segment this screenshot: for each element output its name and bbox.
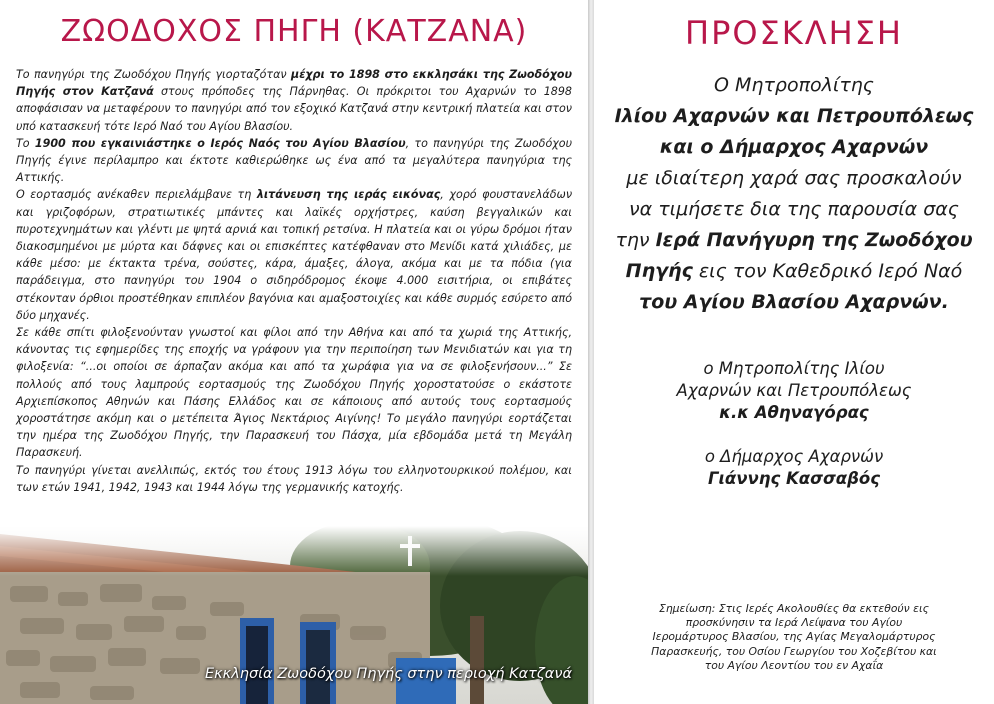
photo-caption: Εκκλησία Ζωοδόχου Πηγής στην περιοχή Κατζανά	[204, 666, 572, 682]
note-line: Παρασκευής, του Οσίου Γεωργίου του Χοζεβίτου και	[651, 644, 937, 658]
left-page-title: ΖΩΟΔΟΧΟΣ ΠΗΓΗ (ΚΑΤΖΑΝΑ)	[60, 14, 528, 49]
mayor-title: ο Δήμαρχος Αχαρνών	[704, 447, 884, 466]
invitation-line: και ο Δήμαρχος Αχαρνών	[659, 136, 929, 158]
article-paragraph	[16, 324, 572, 462]
church-photo	[0, 526, 588, 704]
article-paragraph	[16, 462, 572, 496]
right-page	[594, 0, 994, 704]
article-text: στους πρόποδες της Πάρνηθας. Οι πρόκριτοι του Αχαρνών το 1898 αποφάσισαν να μεταφέρουν το πανηγύρι από τον εξοχικό Κατζανά στην κεντρική πλατεία και στον υπό κατασκευή τότε Ιερό Ναό του Αγίου Βλασίου.	[16, 85, 572, 133]
article-paragraph	[16, 186, 572, 324]
article-text: , χορό φουστανελάδων και γριζοφόρων, στρατιωτικές μπάντες και λαϊκές ορχήστρες, καύση βεγγαλικών και πυροτεχνημάτων και γλέντι με ψητά αρνιά και τοπική ρετσίνα. Η πλατεία και οι γύρω δρόμοι ήταν διακοσμημένοι με μύρτα και δάφνες και οι επισκέπτες κατέφθαναν στο Μενίδι κατά χιλιάδες, με κάθε μέσο: με έκτακτα τρένα, σούστες, κάρα, άμαξες, άλογα, ακόμα και με τα πόδια (για παράδειγμα, στο πανηγύρι του 1904 ο σιδηρόδρομος έκοψε 4.000 εισιτήρια, οι επιβάτες στέκονταν όρθιοι προστέθηκαν επιπλέον βαγόνια και αμαξοστοιχίες και κάθε συρμός εσύρετο από δύο μηχανές.	[16, 188, 573, 322]
invitation-line: Ο Μητροπολίτης	[714, 74, 874, 96]
article-emphasis: λιτάνευση της ιεράς εικόνας	[256, 188, 441, 202]
article-text: , το πανηγύρι της Ζωοδόχου Πηγής έγινε περίλαμπρο και έκτοτε καθιερώθηκε ως ένα από τα μεγαλύτερα πανηγύρια της Αττικής.	[16, 136, 573, 185]
invitation-emphasis: Πηγής	[625, 260, 693, 282]
article-emphasis: 1900 που εγκαινιάστηκε ο Ιερός Ναός του Αγίου Βλασίου	[34, 136, 406, 150]
article-text: Σε κάθε σπίτι φιλοξενούνταν γνωστοί και φίλοι από την Αθήνα και από τα χωριά της Αττικής, κάνοντας τις εφημερίδες της εποχής να γράφουν για την περιποίηση των Μενιδιατών και για τη φιλοξενία: “...οι οποίοι σε άρπαζαν ακόμα και από τα χωράφια για να σε φιλοξενήσουν...” Σε πολλούς από τους λαμπρούς εορτασμούς της Ζωοδόχου Πηγής χοροστατούσε ο εκάστοτε Αρχιεπίσκοπος Αθηνών και Πάσης Ελλάδος και σε κάποιους από αυτούς τους εορτασμούς χοροστάτησε ακόμη και ο μετέπειτα Άγιος Νεκτάριος Αιγίνης! Το μεγάλο πανηγύρι εορτάζεται την ημέρα της Ζωοδόχου Πηγής, την Παρασκευή του Πάσχα, μία εβδομάδα μετά τη Μεγάλη Παρασκευή.	[16, 326, 572, 460]
invitation-line: να τιμήσετε δια της παρουσία σας	[629, 198, 959, 220]
signatures	[594, 358, 994, 490]
invitation-title: ΠΡΟΣΚΛΗΣΗ	[685, 14, 903, 52]
invitation-text	[594, 70, 994, 318]
history-article	[16, 66, 572, 496]
article-text: Το	[16, 136, 35, 150]
mayor-name: Γιάννης Κασσαβός	[707, 469, 881, 488]
metropolitan-title-line1: ο Μητροπολίτης Ιλίου	[703, 359, 885, 378]
invitation-line: του Αγίου Βλασίου Αχαρνών.	[639, 291, 949, 313]
note-line: Σημείωση: Στις Ιερές Ακολουθίες θα εκτεθούν εις	[659, 602, 929, 615]
invitation-line: Ιλίου Αχαρνών και Πετρουπόλεως	[614, 105, 974, 127]
invitation-line	[594, 225, 994, 256]
invitation-line	[594, 256, 994, 287]
invitation-emphasis: Ιερά Πανήγυρη της Ζωοδόχου	[655, 229, 973, 251]
article-paragraph	[16, 66, 572, 135]
photo-top-fade	[0, 526, 588, 576]
metropolitan-title-line2: Αχαρνών και Πετρουπόλεως	[676, 381, 912, 400]
relics-note	[594, 602, 994, 673]
article-emphasis: μέχρι το 1898 στο εκκλησάκι της Ζωοδόχου Πηγής στον Κατζανά	[16, 68, 572, 99]
article-text: Το πανηγύρι γίνεται ανελλιπώς, εκτός του έτους 1913 λόγω του ελληνοτουρκικού πολέμου, και των ετών 1941, 1942, 1943 και 1944 λόγω της γερμανικής κατοχής.	[16, 463, 572, 494]
note-line: του Αγίου Λεοντίου του εν Αχαΐα	[704, 658, 884, 672]
article-paragraph	[16, 135, 572, 187]
article-text: Ο εορτασμός ανέκαθεν περιελάμβανε τη	[16, 188, 257, 202]
article-text: Το πανηγύρι της Ζωοδόχου Πηγής γιορταζόταν	[16, 68, 292, 81]
metropolitan-name: κ.κ Αθηναγόρας	[719, 403, 869, 422]
invitation-text: την	[615, 229, 656, 251]
invitation-text: εις τον Καθεδρικό Ιερό Ναό	[692, 260, 963, 282]
note-line: προσκύνησιν τα Ιερά Λείψανα του Αγίου	[685, 616, 903, 630]
invitation-line: με ιδιαίτερη χαρά σας προσκαλούν	[626, 167, 962, 189]
note-line: Ιερομάρτυρος Βλασίου, της Αγίας Μεγαλομάρτυρος	[652, 630, 936, 644]
